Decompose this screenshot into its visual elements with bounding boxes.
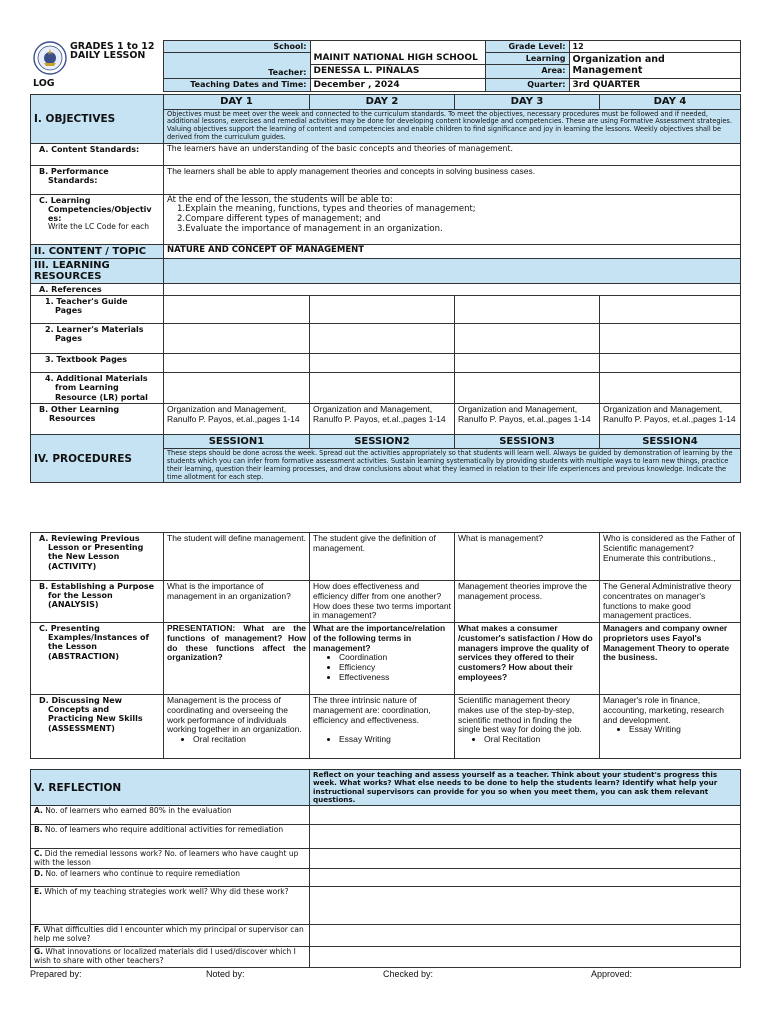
reflection-answer: [310, 887, 741, 925]
dll-title-line2: DAILY LESSON: [70, 50, 146, 62]
dates-label: Teaching Dates and Time:: [163, 78, 310, 91]
list-item: • Oral recitation: [193, 735, 306, 745]
list-item: • Oral Recitation: [484, 735, 596, 745]
establishing-purpose-label: B. Establishing a Purpose for the Lesson (ANALYSIS): [31, 581, 164, 623]
abstraction-cell: PRESENTATION: What are the functions of management? How do these functions affect the organization?: [164, 623, 310, 695]
other-resource-value: Organization and Management, Ranulfo P. Payos, et.al.,pages 1-14: [455, 403, 600, 434]
objectives-note: Objectives must be meet over the week and connected to the curriculum standards. To meet the objectives, necessary procedures must be followed and if needed, additional lessons, exercises and remedial activities may be done for developing content knowledge and competencies. These are using Formative Assessment strategies. Valuing objectives support the learning of content and competencies and enable children to find significance and joy in learning the lessons. Weekly objectives shall be derived from the curriculum guides.: [164, 109, 741, 143]
day-header: DAY 2: [310, 95, 455, 110]
reflection-question: F. What difficulties did I encounter which my principal or supervisor can help me solve?: [31, 925, 310, 947]
reflection-question: C. Did the remedial lessons work? No. of learners who have caught up with the lesson: [31, 849, 310, 869]
day-header: DAY 3: [455, 95, 600, 110]
cell: [310, 373, 455, 404]
content-standards-text: The learners have an understanding of the basic concepts and theories of management.: [164, 143, 741, 165]
reflection-answer: [310, 849, 741, 869]
activity-cell: What is management?: [455, 533, 600, 581]
reflection-answer: [310, 825, 741, 849]
teachers-guide-label: 1. Teacher's Guide Pages: [31, 296, 164, 324]
session-header: SESSION1: [164, 434, 310, 449]
competencies-label: C. Learning Competencies/Objectiv es: Write the LC Code for each: [31, 194, 164, 244]
other-resource-value: Organization and Management, Ranulfo P. Payos, et.al.,pages 1-14: [310, 403, 455, 434]
header-table: [30, 40, 741, 92]
reflection-question: A. No. of learners who earned 80% in the evaluation: [31, 806, 310, 825]
day-header: DAY 1: [164, 95, 310, 110]
cell: [310, 354, 455, 373]
analysis-cell: What is the importance of management in an organization?: [164, 581, 310, 623]
reflection-question: E. Which of my teaching strategies work well? Why did these work?: [31, 887, 310, 925]
reflection-question: B. No. of learners who require additional activities for remediation: [31, 825, 310, 849]
objectives-title: I. OBJECTIVES: [31, 95, 164, 144]
content-topic-value: NATURE AND CONCEPT OF MANAGEMENT: [164, 244, 741, 259]
competency-item: 1.Explain the meaning, functions, types and theories of management;: [177, 204, 476, 215]
cell: [164, 324, 310, 354]
reflection-title: V. REFLECTION: [31, 770, 310, 806]
session-header: SESSION4: [600, 434, 741, 449]
cell: [600, 296, 741, 324]
dll-title-line1: GRADES 1 to 12: [70, 40, 155, 52]
abstraction-cell: What makes a consumer /customer's satisfaction / How do managers improve the quality of services they offered to their customers? How about their employees?: [455, 623, 600, 695]
area-value: Organization and Management: [569, 53, 740, 79]
reflection-question: G. What innovations or localized materials did I used/discover which I wish to share with other teachers?: [31, 947, 310, 967]
references-label: A. References: [31, 284, 164, 296]
teacher-label: Teacher:: [163, 53, 310, 79]
content-standards-label: A. Content Standards:: [31, 143, 164, 165]
checked-by-label: Checked by:: [383, 969, 434, 979]
cell: [455, 354, 600, 373]
objectives-table: [30, 94, 741, 483]
assessment-cell: Management is the process of coordinating and overseeing the work performance of individuals working together in an organization. • Oral recitation: [164, 695, 310, 759]
analysis-cell: How does effectiveness and efficiency differ from one another? How does these two terms important in management?: [310, 581, 455, 623]
competency-item: 2.Compare different types of management; and: [177, 214, 381, 225]
reviewing-lesson-label: A. Reviewing Previous Lesson or Presenting the New Lesson (ACTIVITY): [31, 533, 164, 581]
dates-value: December , 2024: [310, 78, 485, 91]
reflection-question: D. No. of learners who continue to require remediation: [31, 869, 310, 887]
textbook-label: 3. Textbook Pages: [31, 354, 164, 373]
prepared-by-label: Prepared by:: [30, 969, 82, 979]
list-item: • Coordination: [339, 653, 451, 663]
additional-materials-label: 4. Additional Materials from Learning Resource (LR) portal: [31, 373, 164, 404]
cell: [310, 296, 455, 324]
reflection-answer: [310, 806, 741, 825]
noted-by-label: Noted by:: [206, 969, 245, 979]
other-resource-value: Organization and Management, Ranulfo P. Payos, et.al.,pages 1-14: [600, 403, 741, 434]
school-value: MAINIT NATIONAL HIGH SCHOOL: [310, 41, 485, 65]
grade-label: Grade Level:: [485, 41, 569, 53]
learners-materials-label: 2. Learner's Materials Pages: [31, 324, 164, 354]
activity-cell: Who is considered as the Father of Scientific management? Enumerate this contributions.,: [600, 533, 741, 581]
other-resource-value: Organization and Management, Ranulfo P. Payos, et.al.,pages 1-14: [164, 403, 310, 434]
cell: [455, 296, 600, 324]
learning-resources-title: III. LEARNING RESOURCES: [31, 259, 164, 284]
cell: [310, 324, 455, 354]
learning-resources-fill: [164, 259, 741, 284]
cell: [164, 296, 310, 324]
activity-cell: The student give the definition of management.: [310, 533, 455, 581]
reflection-table: [30, 769, 741, 968]
reflection-note: Reflect on your teaching and assess yourself as a teacher. Think about your student's progress this week. What works? What else needs to be done to help the students learn? Identify what help your instructional supervisors can provide for you so when you meet them, you can ask them relevant questions.: [310, 770, 741, 806]
cell: [455, 324, 600, 354]
assessment-cell: The three intrinsic nature of management are: coordination, efficiency and effectiveness. • Essay Writing: [310, 695, 455, 759]
cell: [164, 354, 310, 373]
school-label: School:: [163, 41, 310, 53]
quarter-value: 3rd QUARTER: [569, 78, 740, 91]
activity-cell: The student will define management.: [164, 533, 310, 581]
teacher-value: DENESSA L. PIÑALAS: [310, 65, 485, 78]
cell: [455, 373, 600, 404]
list-item: • Efficiency: [339, 663, 451, 673]
performance-standards-label: B. Performance Standards:: [31, 165, 164, 194]
session-header: SESSION3: [455, 434, 600, 449]
competencies-text: At the end of the lesson, the students will be able to: 1.Explain the meaning, functions, types and theories of management; 2.Compare different types of management; and 3.Evaluate the importance of management in an organization.: [164, 194, 741, 244]
abstraction-cell: Managers and company owner proprietors uses Fayol's Management Theory to operate the business.: [600, 623, 741, 695]
dll-title: [30, 41, 163, 79]
cell: [164, 373, 310, 404]
approved-label: Approved:: [591, 969, 633, 979]
content-topic-title: II. CONTENT / TOPIC: [31, 244, 164, 259]
analysis-cell: Management theories improve the management process.: [455, 581, 600, 623]
competency-item: 3.Evaluate the importance of management in an organization.: [177, 223, 443, 234]
day-header: DAY 4: [600, 95, 741, 110]
list-item: • Essay Writing: [629, 725, 737, 735]
assessment-cell: Manager's role in finance, accounting, marketing, research and development. • Essay Writing: [600, 695, 741, 759]
reflection-answer: [310, 947, 741, 967]
list-item: • Essay Writing: [339, 735, 451, 745]
area-label-1: Learning: [485, 53, 569, 65]
procedures-table: [30, 532, 741, 759]
reflection-answer: [310, 925, 741, 947]
procedures-note: These steps should be done across the week. Spread out the activities appropriately so that students will learn well. Always be guided by demonstration of learning by the students which you can infer from formative assessment activities. Sustain learning systematically by providing students with multiple ways to learn new things, practice their learning, question their learning processes, and draw conclusions about what they learned in relation to their life experiences and previous knowledge. Indicate the time allotment for each step.: [164, 449, 741, 483]
cell: [600, 373, 741, 404]
grade-value: 12: [569, 41, 740, 53]
cell: [600, 324, 741, 354]
area-label-2: Area:: [485, 65, 569, 78]
list-item: • Effectiveness: [339, 673, 451, 683]
analysis-cell: The General Administrative theory concentrates on manager's functions to make good management practices.: [600, 581, 741, 623]
performance-standards-text: The learners shall be able to apply management theories and concepts in solving business cases.: [164, 165, 741, 194]
cell: [600, 354, 741, 373]
references-row: [164, 284, 741, 296]
abstraction-cell: What are the importance/relation of the following terms in management? • Coordination • Efficiency • Effectiveness: [310, 623, 455, 695]
assessment-cell: Scientific management theory makes use of the step-by-step, scientific method in finding the single best way for doing the job. • Oral Recitation: [455, 695, 600, 759]
presenting-examples-label: C. Presenting Examples/Instances of the Lesson (ABSTRACTION): [31, 623, 164, 695]
dll-title-line3: LOG: [33, 78, 55, 90]
procedures-title: IV. PROCEDURES: [31, 434, 164, 483]
quarter-label: Quarter:: [485, 78, 569, 91]
reflection-answer: [310, 869, 741, 887]
other-resources-label: B. Other Learning Resources: [31, 403, 164, 434]
session-header: SESSION2: [310, 434, 455, 449]
discussing-concepts-label: D. Discussing New Concepts and Practicing New Skills (ASSESSMENT): [31, 695, 164, 759]
